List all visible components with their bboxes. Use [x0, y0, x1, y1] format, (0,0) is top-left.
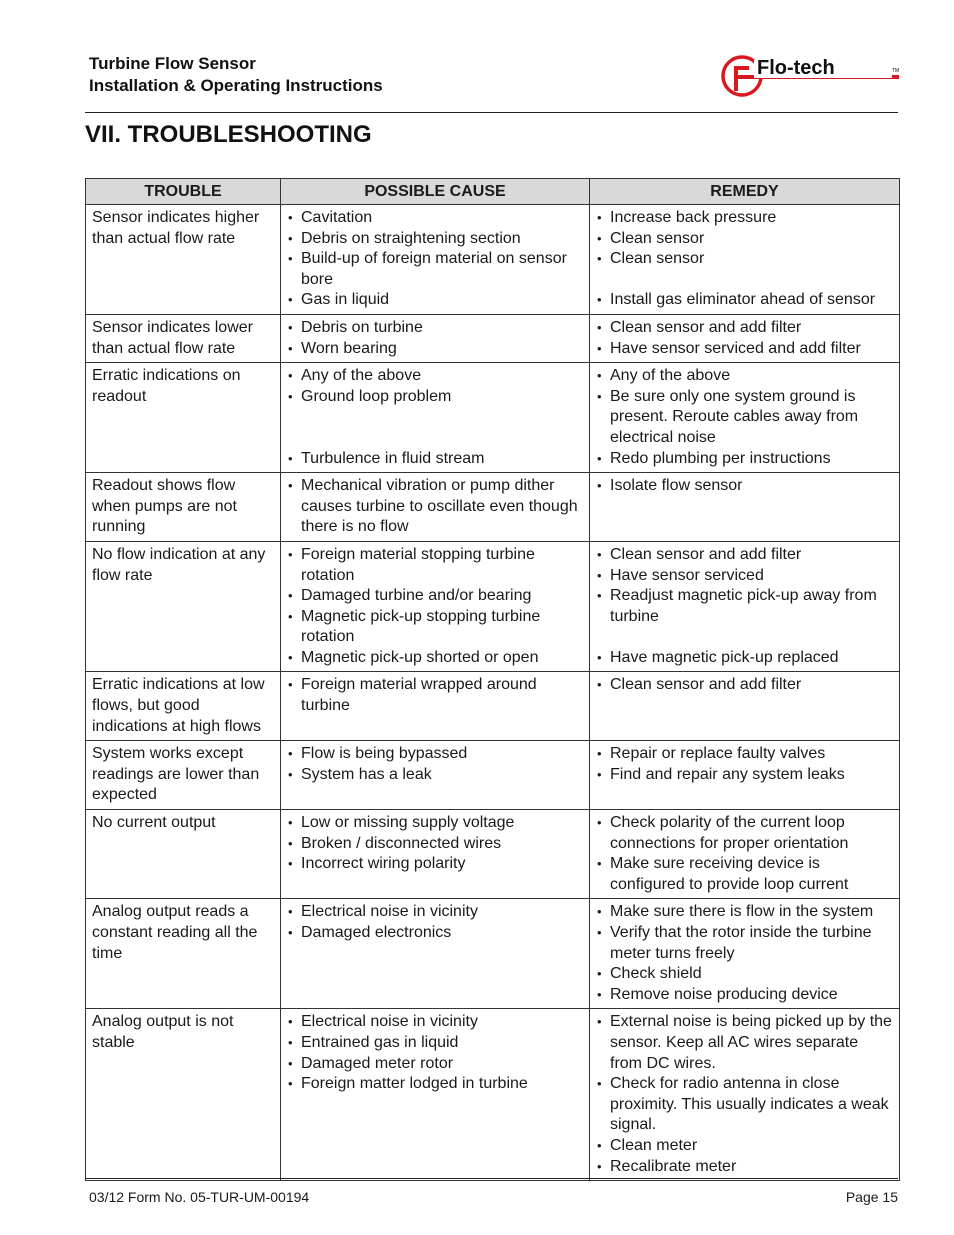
trouble-cell: No flow indication at any flow rate: [86, 541, 281, 672]
remedy-item: • External noise is being picked up by the sensor. Keep all AC wires separate from DC wires.: [596, 1012, 894, 1074]
remedy-item: • Increase back pressure: [596, 208, 894, 229]
cause-item: • Foreign material wrapped around turbine: [287, 675, 584, 716]
remedy-cell: [590, 810, 900, 899]
table-row: [86, 205, 900, 315]
cause-item: • Incorrect wiring polarity: [287, 854, 584, 875]
table-row: [86, 672, 900, 741]
cause-item: • Turbulence in fluid stream: [287, 449, 584, 470]
cause-item: • Damaged electronics: [287, 923, 584, 944]
cause-cell: [281, 314, 590, 362]
remedy-list: [596, 1012, 894, 1177]
document-header-title: [89, 53, 383, 97]
cause-item: • Electrical noise in vicinity: [287, 1012, 584, 1033]
table-row: [86, 541, 900, 672]
cause-item: • Damaged meter rotor: [287, 1054, 584, 1075]
cause-list: [287, 902, 584, 943]
remedy-cell: [590, 672, 900, 741]
cause-list: [287, 366, 584, 469]
remedy-item: • Find and repair any system leaks: [596, 765, 894, 786]
cause-item: • Foreign material stopping turbine rotation: [287, 545, 584, 586]
remedy-item: • Clean meter: [596, 1136, 894, 1157]
cause-cell: [281, 672, 590, 741]
trouble-cell: System works except readings are lower than expected: [86, 741, 281, 810]
remedy-item: • Isolate flow sensor: [596, 476, 894, 497]
remedy-item: • Check for radio antenna in close proximity. This usually indicates a weak signal.: [596, 1074, 894, 1136]
footer-page-number: Page 15: [845, 1189, 898, 1205]
cause-item: • Flow is being bypassed: [287, 744, 584, 765]
troubleshooting-table: [85, 178, 900, 1181]
remedy-item: • Make sure there is flow in the system: [596, 902, 894, 923]
cause-item: • Damaged turbine and/or bearing: [287, 586, 584, 607]
remedy-item: • Verify that the rotor inside the turbine meter turns freely: [596, 923, 894, 964]
remedy-list: [596, 318, 894, 359]
header-possible-cause: POSSIBLE CAUSE: [281, 179, 590, 205]
remedy-item: • Any of the above: [596, 366, 894, 387]
trouble-cell: Erratic indications at low flows, but good indications at high flows: [86, 672, 281, 741]
table-row: [86, 1009, 900, 1181]
cause-item: • Magnetic pick-up shorted or open: [287, 648, 584, 669]
cause-item: • Any of the above: [287, 366, 584, 387]
remedy-cell: [590, 205, 900, 315]
remedy-item: • Readjust magnetic pick-up away from turbine: [596, 586, 894, 627]
remedy-item: • Check shield: [596, 964, 894, 985]
cause-cell: [281, 541, 590, 672]
remedy-cell: [590, 741, 900, 810]
cause-item: • Ground loop problem: [287, 387, 584, 408]
cause-item: • Debris on turbine: [287, 318, 584, 339]
cause-item: • Entrained gas in liquid: [287, 1033, 584, 1054]
remedy-list: [596, 744, 894, 785]
remedy-item: • Have sensor serviced: [596, 566, 894, 587]
footer-rule: [85, 1178, 898, 1179]
remedy-list: [596, 813, 894, 895]
trouble-cell: No current output: [86, 810, 281, 899]
remedy-cell: [590, 363, 900, 473]
cause-list: [287, 675, 584, 716]
flo-tech-logo: [720, 52, 900, 100]
cause-list: [287, 318, 584, 359]
table-row: [86, 899, 900, 1009]
remedy-item: • Remove noise producing device: [596, 985, 894, 1006]
remedy-cell: [590, 473, 900, 542]
remedy-list: [596, 208, 894, 311]
remedy-item: • Make sure receiving device is configured to provide loop current: [596, 854, 894, 895]
table-row: [86, 810, 900, 899]
remedy-item: • Repair or replace faulty valves: [596, 744, 894, 765]
remedy-list: [596, 366, 894, 469]
cause-cell: [281, 899, 590, 1009]
cause-item: • Electrical noise in vicinity: [287, 902, 584, 923]
table-row: [86, 741, 900, 810]
remedy-item: • Install gas eliminator ahead of sensor: [596, 290, 894, 311]
remedy-item: • Clean sensor: [596, 249, 894, 270]
remedy-item: • Clean sensor and add filter: [596, 318, 894, 339]
trouble-cell: Readout shows flow when pumps are not running: [86, 473, 281, 542]
remedy-item: • Clean sensor: [596, 229, 894, 250]
cause-item: • Gas in liquid: [287, 290, 584, 311]
remedy-item: • Be sure only one system ground is present. Reroute cables away from electrical noise: [596, 387, 894, 449]
trouble-cell: Analog output reads a constant reading all the time: [86, 899, 281, 1009]
cause-list: [287, 476, 584, 538]
remedy-item: • Redo plumbing per instructions: [596, 449, 894, 470]
cause-list: [287, 208, 584, 311]
trouble-cell: Analog output is not stable: [86, 1009, 281, 1181]
section-title: VII. TROUBLESHOOTING: [85, 121, 372, 148]
header-rule: [85, 112, 898, 113]
remedy-cell: [590, 1009, 900, 1181]
remedy-cell: [590, 899, 900, 1009]
remedy-item: • Clean sensor and add filter: [596, 675, 894, 696]
cause-item: • Foreign matter lodged in turbine: [287, 1074, 584, 1095]
cause-list: [287, 545, 584, 669]
cause-item: • Cavitation: [287, 208, 584, 229]
cause-cell: [281, 1009, 590, 1181]
trouble-cell: Sensor indicates higher than actual flow rate: [86, 205, 281, 315]
cause-list: [287, 744, 584, 785]
remedy-item: • Clean sensor and add filter: [596, 545, 894, 566]
footer-form-number: 03/12 Form No. 05-TUR-UM-00194: [89, 1189, 310, 1205]
cause-list: [287, 813, 584, 875]
table-row: [86, 473, 900, 542]
table-row: [86, 314, 900, 362]
cause-cell: [281, 473, 590, 542]
trouble-cell: Erratic indications on readout: [86, 363, 281, 473]
trouble-cell: Sensor indicates lower than actual flow rate: [86, 314, 281, 362]
header-remedy: REMEDY: [590, 179, 900, 205]
cause-item: • Debris on straightening section: [287, 229, 584, 250]
logo-tm: TM: [892, 68, 900, 74]
remedy-list: [596, 476, 894, 497]
cause-cell: [281, 205, 590, 315]
remedy-cell: [590, 314, 900, 362]
header-title-line2: Installation & Operating Instructions: [89, 76, 383, 95]
table-header-row: [86, 179, 900, 205]
remedy-list: [596, 545, 894, 669]
cause-item: • Broken / disconnected wires: [287, 834, 584, 855]
remedy-item: • Have magnetic pick-up replaced: [596, 648, 894, 669]
remedy-item: • Recalibrate meter: [596, 1157, 894, 1178]
cause-item: • Magnetic pick-up stopping turbine rotation: [287, 607, 584, 648]
header-title-line1: Turbine Flow Sensor: [89, 54, 256, 73]
remedy-item: • Have sensor serviced and add filter: [596, 339, 894, 360]
logo-text: Flo-tech: [757, 57, 835, 79]
header-trouble: TROUBLE: [86, 179, 281, 205]
table-row: [86, 363, 900, 473]
remedy-item: • Check polarity of the current loop connections for proper orientation: [596, 813, 894, 854]
cause-item: • Low or missing supply voltage: [287, 813, 584, 834]
cause-item: • Build-up of foreign material on sensor bore: [287, 249, 584, 290]
cause-cell: [281, 363, 590, 473]
remedy-cell: [590, 541, 900, 672]
remedy-list: [596, 675, 894, 696]
cause-list: [287, 1012, 584, 1094]
cause-cell: [281, 741, 590, 810]
cause-item: • Mechanical vibration or pump dither causes turbine to oscillate even though there is no flow: [287, 476, 584, 538]
cause-item: • System has a leak: [287, 765, 584, 786]
cause-item: • Worn bearing: [287, 339, 584, 360]
cause-cell: [281, 810, 590, 899]
remedy-list: [596, 902, 894, 1005]
